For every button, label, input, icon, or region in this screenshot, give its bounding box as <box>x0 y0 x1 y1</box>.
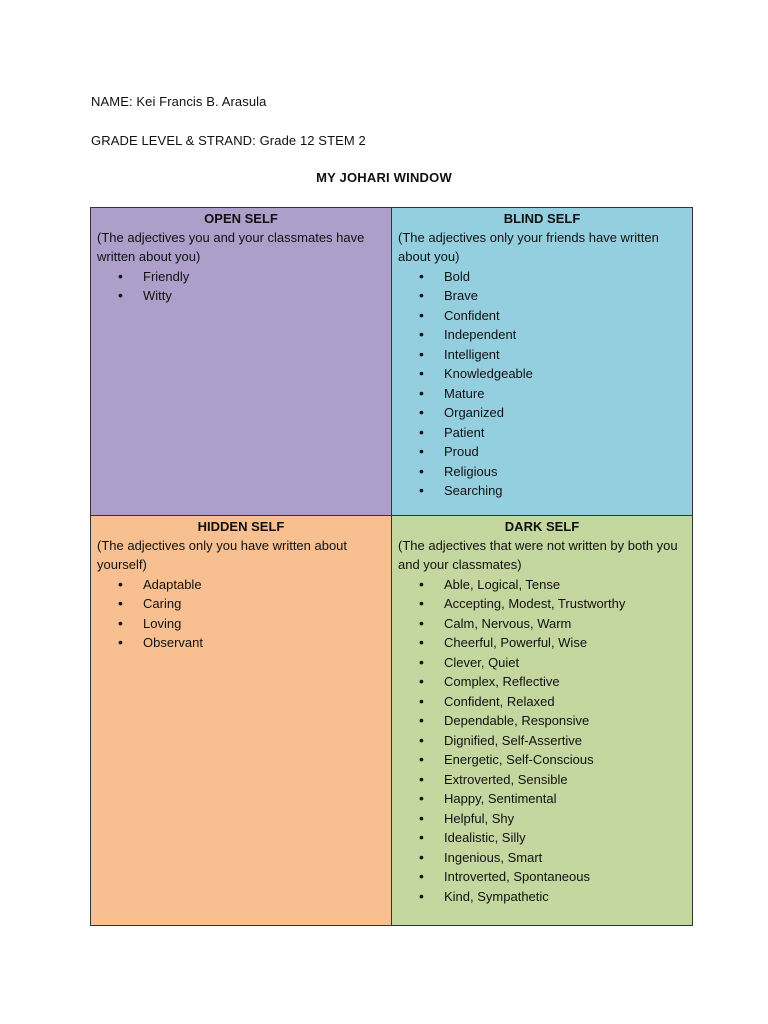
list-item: • Dependable, Responsive <box>418 711 686 731</box>
adjective-list <box>97 575 385 653</box>
list-item: • Able, Logical, Tense <box>418 575 686 595</box>
list-item: • Extroverted, Sensible <box>418 770 686 790</box>
list-item: • Energetic, Self-Conscious <box>418 750 686 770</box>
table-row <box>91 516 693 926</box>
quadrant-heading: BLIND SELF <box>503 211 581 226</box>
list-item: • Patient <box>418 423 686 443</box>
list-item: • Friendly <box>117 267 385 287</box>
list-item: • Cheerful, Powerful, Wise <box>418 633 686 653</box>
adjective-list <box>398 267 686 501</box>
adjective-list <box>97 267 385 306</box>
quadrant-heading: HIDDEN SELF <box>197 519 285 534</box>
list-item: • Brave <box>418 286 686 306</box>
list-item: • Calm, Nervous, Warm <box>418 614 686 634</box>
list-item: • Observant <box>117 633 385 653</box>
adjective-list <box>398 575 686 907</box>
list-item: • Dignified, Self-Assertive <box>418 731 686 751</box>
list-item: • Intelligent <box>418 345 686 365</box>
list-item: • Kind, Sympathetic <box>418 887 686 907</box>
quadrant-description: (The adjectives only you have written about yourself) <box>97 538 348 573</box>
quadrant-description: (The adjectives only your friends have written about you) <box>398 230 659 265</box>
hidden-self-quadrant <box>91 516 392 926</box>
open-self-quadrant <box>91 208 392 516</box>
quadrant-heading: DARK SELF <box>504 519 580 534</box>
list-item: • Mature <box>418 384 686 404</box>
list-item: • Clever, Quiet <box>418 653 686 673</box>
list-item: • Bold <box>418 267 686 287</box>
list-item: • Confident <box>418 306 686 326</box>
list-item: • Knowledgeable <box>418 364 686 384</box>
list-item: • Independent <box>418 325 686 345</box>
list-item: • Confident, Relaxed <box>418 692 686 712</box>
list-item: • Adaptable <box>117 575 385 595</box>
list-item: • Helpful, Shy <box>418 809 686 829</box>
johari-window-table <box>90 207 693 926</box>
list-item: • Accepting, Modest, Trustworthy <box>418 594 686 614</box>
list-item: • Introverted, Spontaneous <box>418 867 686 887</box>
quadrant-description: (The adjectives that were not written by both you and your classmates) <box>398 538 678 573</box>
list-item: • Happy, Sentimental <box>418 789 686 809</box>
dark-self-quadrant <box>392 516 693 926</box>
list-item: • Proud <box>418 442 686 462</box>
blind-self-quadrant <box>392 208 693 516</box>
student-name: NAME: Kei Francis B. Arasula <box>91 94 267 109</box>
list-item: • Searching <box>418 481 686 501</box>
list-item: • Organized <box>418 403 686 423</box>
list-item: • Complex, Reflective <box>418 672 686 692</box>
list-item: • Religious <box>418 462 686 482</box>
grade-level-strand: GRADE LEVEL & STRAND: Grade 12 STEM 2 <box>91 133 366 148</box>
table-row <box>91 208 693 516</box>
document-title: MY JOHARI WINDOW <box>316 170 452 185</box>
list-item: • Witty <box>117 286 385 306</box>
list-item: • Ingenious, Smart <box>418 848 686 868</box>
list-item: • Idealistic, Silly <box>418 828 686 848</box>
list-item: • Loving <box>117 614 385 634</box>
quadrant-heading: OPEN SELF <box>204 211 278 226</box>
list-item: • Caring <box>117 594 385 614</box>
quadrant-description: (The adjectives you and your classmates have written about you) <box>97 230 365 265</box>
